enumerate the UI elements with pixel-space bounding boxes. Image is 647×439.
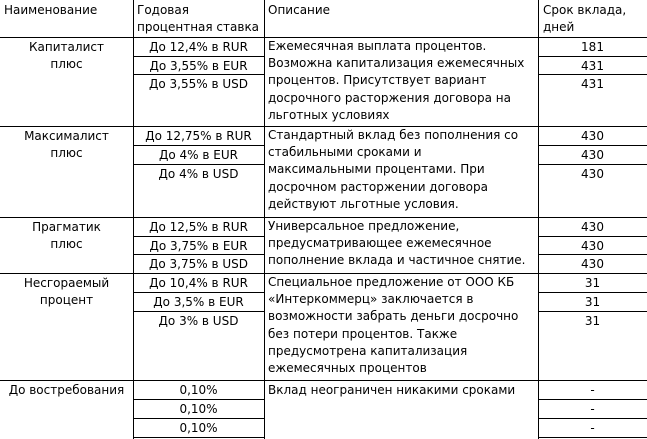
deposit-rate: До 3,55% в USD — [149, 77, 248, 91]
deposit-term: 430 — [581, 257, 604, 271]
subrow-divider — [538, 145, 647, 146]
subrow-divider — [133, 145, 264, 146]
subrow-divider — [133, 311, 264, 312]
deposit-term: 431 — [581, 59, 604, 73]
deposit-rate: До 12,5% в RUR — [149, 220, 248, 234]
subrow-divider — [133, 56, 264, 57]
deposit-rate: До 3,55% в EUR — [149, 59, 248, 73]
subrow-divider — [133, 418, 264, 419]
subrow-divider — [538, 311, 647, 312]
header-description: Описание — [268, 3, 331, 17]
subrow-divider — [538, 437, 647, 438]
subrow-divider — [133, 74, 264, 75]
subrow-divider — [133, 292, 264, 293]
deposit-term: 430 — [581, 239, 604, 253]
deposit-term: 430 — [581, 167, 604, 181]
deposit-rate: 0,10% — [179, 383, 218, 397]
header-rate: Годовая процентная ставка — [137, 3, 260, 34]
subrow-divider — [133, 254, 264, 255]
deposit-rate: До 4% в EUR — [159, 148, 238, 162]
header-term: Срок вклада, дней — [543, 3, 627, 34]
deposit-term: 31 — [584, 276, 601, 290]
subrow-divider — [538, 164, 647, 165]
deposit-term: - — [590, 402, 595, 416]
deposit-rate: До 12,75% в RUR — [145, 129, 252, 143]
deposit-term: - — [590, 421, 595, 435]
deposit-rate: До 3% в USD — [158, 314, 239, 328]
deposit-term: 181 — [581, 40, 604, 54]
deposit-rate: 0,10% — [179, 402, 218, 416]
subrow-divider — [538, 74, 647, 75]
deposit-rate: До 10,4% в RUR — [149, 276, 248, 290]
deposit-name: До востребования — [8, 383, 125, 397]
deposit-rate: 0,10% — [179, 421, 218, 435]
deposit-rate: До 3,5% в EUR — [153, 295, 244, 309]
subrow-divider — [133, 164, 264, 165]
deposit-description: Ежемесячная выплата процентов. Возможна капитализация ежемесячных процентов. Присутствует вариант досрочного расторжения договора на льготных условиях — [268, 39, 525, 122]
subrow-divider — [538, 399, 647, 400]
deposit-name: Несгораемый процент — [23, 276, 110, 307]
deposit-rate: До 3,75% в USD — [149, 257, 248, 271]
deposit-term: 430 — [581, 129, 604, 143]
subrow-divider — [538, 254, 647, 255]
deposit-term: 431 — [581, 77, 604, 91]
deposit-name: Максималист плюс — [24, 129, 109, 160]
deposit-term: 430 — [581, 148, 604, 162]
deposit-rate: До 4% в USD — [158, 167, 239, 181]
deposit-description: Специальное предложение от ООО КБ «Интеркоммерц» заключается в возможности забрать деньги досрочно без потери процентов. Также предусмотрена капитализация ежемесячных процентов — [268, 275, 519, 376]
deposit-description: Универсальное предложение, предусматривающее ежемесячное пополнение вклада и частичное снятие. — [268, 219, 526, 268]
subrow-divider — [538, 56, 647, 57]
deposit-term: - — [590, 383, 595, 397]
deposit-term: 430 — [581, 220, 604, 234]
deposit-name: Капиталист плюс — [29, 40, 104, 71]
header-name: Наименование — [4, 3, 98, 17]
deposit-term: 31 — [584, 314, 601, 328]
deposit-name: Прагматик плюс — [32, 220, 101, 251]
subrow-divider — [133, 236, 264, 237]
deposit-rate: До 3,75% в EUR — [149, 239, 248, 253]
subrow-divider — [133, 399, 264, 400]
row-divider — [0, 380, 647, 381]
deposit-description: Вклад неограничен никакими сроками — [268, 383, 516, 397]
deposit-term: 31 — [584, 295, 601, 309]
deposit-description: Стандартный вклад без пополнения со стабильными сроками и максимальными процентами. При досрочном расторжении договора действуют льготные условия. — [268, 128, 519, 211]
subrow-divider — [538, 418, 647, 419]
deposit-rate: До 12,4% в RUR — [149, 40, 248, 54]
subrow-divider — [538, 292, 647, 293]
col-divider — [264, 0, 265, 439]
subrow-divider — [538, 236, 647, 237]
subrow-divider — [133, 437, 264, 438]
